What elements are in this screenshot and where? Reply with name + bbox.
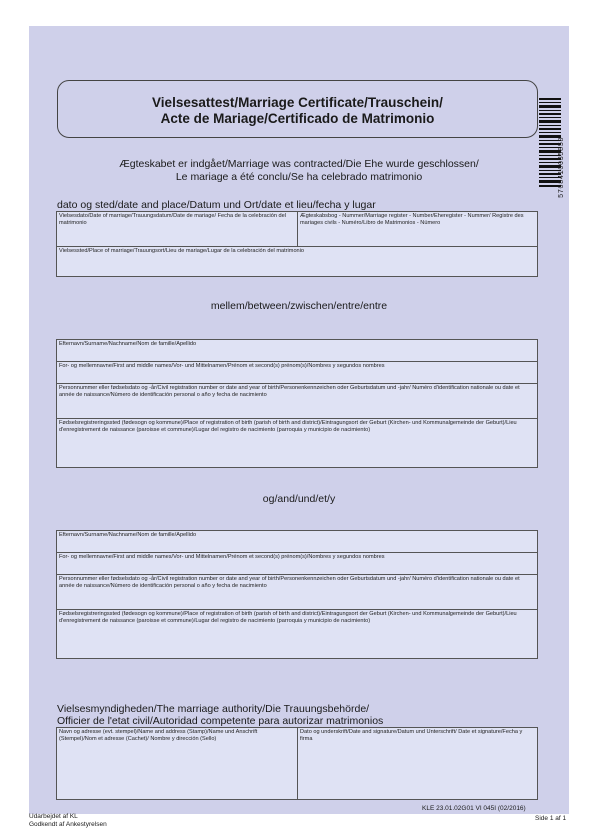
footer-approved: Godkendt af Ankestyrelsen: [29, 821, 107, 828]
party1-surname-label: Efternavn/Surname/Nachname/Nom de famille/Apellido: [59, 341, 197, 347]
page-number: Side 1 af 1: [535, 815, 567, 822]
authority-signature-field[interactable]: [298, 728, 538, 800]
party2-id-label: Personnummer eller fødselsdato og -år/Civil registration number or date and year of birth/Personenkennzeichen oder Geburtsdatum und -jahr/ Numéro d'identification nationale ou date et année de naissance/Número de identificación personal o año y fecha de nacimiento: [59, 576, 520, 589]
party1-id-label: Personnummer eller fødselsdato og -år/Civil registration number or date and year of birth/Personenkennzeichen oder Geburtsdatum und -jahr/ Numéro d'identification nationale ou date et année de naissance/Número de identificación personal o año y fecha de nacimiento: [59, 385, 520, 398]
authority-signature-label: Dato og underskrift/Date and signature/Datum und Unterschrift/ Date et signature/Fecha y firma: [300, 729, 523, 742]
party1-birth-place-label: Fødselsregistreringssted (fødesogn og kommune)/Place of registration of birth (parish of birth and district)/Eintragungsort der Geburt (Kirchen- und Kommunalgemeinde der Geburt)/Lieu d'enregistrement de naissance (paroisse et commune)/Lugar del registro de nacimiento (parroquia y municipio de nacimiento): [59, 420, 517, 433]
authority-name-label: Navn og adresse (evt. stempel)/Name and address (Stamp)/Name und Anschrift (Stempel)/Nom et adresse (Cachet)/ Nombre y dirección (Sello): [59, 729, 258, 742]
marriage-place-label: Vielsessted/Place of marriage/Trauungsort/Lieu de mariage/Lugar de la celebración del matrimonio: [59, 248, 305, 254]
and-label: og/and/und/et/y: [262, 493, 336, 505]
authority-name-field[interactable]: [57, 728, 298, 800]
form-code: KLE 23.01.02G01 VI 045I (02/2016): [422, 805, 526, 812]
marriage-date-label: Vielsesdato/Date of marriage/Trauungsdatum/Date de mariage/ Fecha de la celebración del matrimonio: [59, 213, 286, 226]
authority-line-1: Vielsesmyndigheden/The marriage authority/Die Trauungsbehörde/: [57, 703, 370, 715]
party2-surname-label: Efternavn/Surname/Nachname/Nom de famille/Apellido: [59, 532, 197, 538]
first-party-table: [56, 339, 538, 468]
between-label: mellem/between/zwischen/entre/entre: [210, 300, 388, 312]
date-place-heading: dato og sted/date and place/Datum und Ort/date et lieu/fecha y lugar: [57, 199, 376, 211]
marriage-date-field[interactable]: [57, 212, 298, 247]
contracted-line-1: Ægteskabet er indgået/Marriage was contracted/Die Ehe wurde geschlossen/: [119, 158, 479, 170]
title-box: [57, 80, 538, 138]
party2-first-names-field[interactable]: [57, 553, 538, 575]
party1-id-field[interactable]: [57, 384, 538, 419]
party2-birth-place-field[interactable]: [57, 610, 538, 659]
marriage-place-field[interactable]: [57, 247, 538, 277]
party2-surname-field[interactable]: [57, 531, 538, 553]
barcode-number: 5708410035858: [558, 136, 566, 198]
marriage-register-label: Ægteskabsbog - Nummer/Marriage register - Number/Eheregister - Nummer/ Registre des mariages civils - Numéro/Libro de Matrimonios - Número: [300, 213, 524, 226]
party2-id-field[interactable]: [57, 575, 538, 610]
footer-credits: [29, 813, 107, 829]
contracted-text: [29, 158, 569, 184]
authority-line-2: Officier de l'etat civil/Autoridad competente para autorizar matrimonios: [57, 715, 384, 727]
authority-table: [56, 727, 538, 800]
authority-heading: [57, 703, 383, 727]
party1-first-names-label: For- og mellemnavne/First and middle names/Vor- und Mittelnamen/Prénom et second(s) prénom(s)/Nombres y segundos nombres: [59, 363, 385, 369]
party2-birth-place-label: Fødselsregistreringssted (fødesogn og kommune)/Place of registration of birth (parish of birth and district)/Eintragungsort der Geburt (Kirchen- und Kommunalgemeinde der Geburt)/Lieu d'enregistrement de naissance (paroisse et commune)/Lugar del registro de nacimiento (parroquia y municipio de nacimiento): [59, 611, 517, 624]
party2-first-names-label: For- og mellemnavne/First and middle names/Vor- und Mittelnamen/Prénom et second(s) prénom(s)/Nombres y segundos nombres: [59, 554, 385, 560]
title-line-2: Acte de Mariage/Certificado de Matrimonio: [160, 111, 435, 126]
marriage-register-field[interactable]: [298, 212, 538, 247]
party1-birth-place-field[interactable]: [57, 419, 538, 468]
second-party-table: [56, 530, 538, 659]
title-line-1: Vielsesattest/Marriage Certificate/Trauschein/: [152, 95, 443, 110]
footer-prepared: Udarbejdet af KL: [29, 813, 78, 820]
party1-surname-field[interactable]: [57, 340, 538, 362]
contracted-line-2: Le mariage a été conclu/Se ha celebrado matrimonio: [175, 171, 423, 183]
marriage-details-table: [56, 211, 538, 277]
party1-first-names-field[interactable]: [57, 362, 538, 384]
